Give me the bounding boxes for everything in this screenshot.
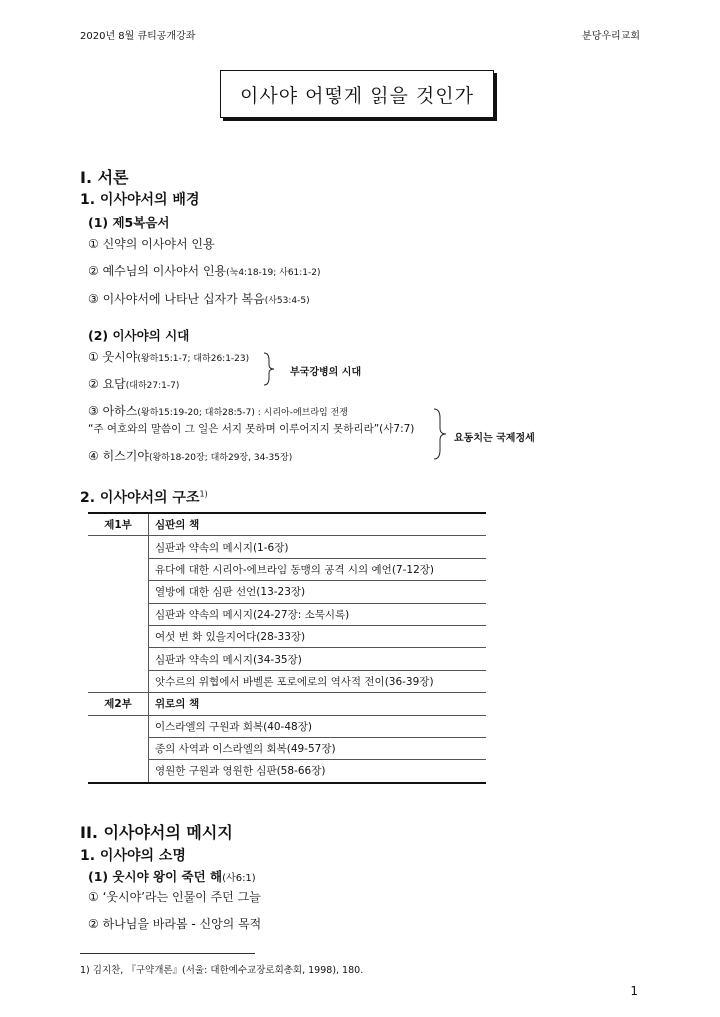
table-row [88,693,486,715]
item-main: ① 웃시야 [88,350,138,364]
table-cell: 종의 사역과 이스라엘의 회복(49-57장) [149,737,487,759]
table-cell: 심판과 약속의 메시지(24-27장: 소묵시록) [149,603,487,625]
item-ref: (왕하15:1-7; 대하26:1-23) [137,354,250,364]
table-row [88,558,486,580]
footnote: 1) 김지찬, 『구약개론』(서울: 대한예수교장로회총회, 1998), 180. [80,965,364,976]
table-row [88,760,486,783]
table-cell: 이스라엘의 구원과 회복(40-48장) [149,715,487,737]
part-label: 제1부 [88,513,149,536]
list-item: ② 하나님을 바라봄 - 신앙의 목적 [88,917,262,931]
table-cell: 유다에 대한 시리아-에브라임 동맹의 공격 시의 예언(7-12장) [149,558,487,580]
part-label: 제2부 [88,693,149,715]
section-1-heading: I. 서론 [80,168,129,187]
heading-text: (1) 웃시야 왕이 죽던 해 [88,869,223,884]
item-main: ③ 이사야서에 나타난 십자가 복음 [88,292,265,306]
item-main: ② 예수님의 이사야서 인용 [88,264,227,278]
table-row [88,536,486,558]
curly-brace-icon [432,408,448,460]
table-row [88,625,486,647]
list-item: ① ‘웃시야’라는 인물이 주던 그늘 [88,890,261,904]
item-main: ③ 아하스 [88,404,138,418]
item-ref: (눅4:18-19; 사61:1-2) [226,268,321,278]
heading-text: 2. 이사야서의 구조 [80,490,200,506]
table-cell: 심판과 약속의 메시지(1-6장) [149,536,487,558]
structure-table [88,512,486,784]
table-row [88,603,486,625]
table-cell: 여섯 번 화 있을지어다(28-33장) [149,625,487,647]
list-item [88,290,310,307]
era-label: 요동치는 국제정세 [454,433,535,444]
list-item [88,348,249,365]
table-cell: 앗수르의 위협에서 바벨론 포로에로의 역사적 전이(36-39장) [149,670,487,692]
part-title: 심판의 책 [149,513,487,536]
section-2-heading: II. 이사야서의 메시지 [80,823,233,842]
table-cell: 열방에 대한 심판 선언(13-23장) [149,581,487,603]
list-item [88,447,292,464]
era-label: 부국강병의 시대 [290,367,362,378]
item-note: : 시리아-에브라임 전쟁 [254,408,348,418]
table-row [88,670,486,692]
table-cell: 영원한 구원과 영원한 심판(58-66장) [149,760,487,783]
header-left: 2020년 8월 큐티공개강좌 [80,31,196,42]
scripture-quote: “주 여호와의 말씀이 그 일은 서지 못하며 이루어지지 못하리라”(사7:7) [88,423,415,435]
section-2-1-heading: 1. 이사야의 소명 [80,848,186,864]
curly-brace-icon [262,352,276,386]
section-1-2-heading [80,487,208,507]
list-item [88,375,179,392]
item-ref: (왕하18-20장; 대하29장, 34-35장) [148,453,293,463]
page-number: 1 [630,984,638,998]
page-title: 이사야 어떻게 읽을 것인가 [220,70,494,118]
list-item [88,402,348,419]
list-item [88,235,215,252]
footnote-divider [80,953,255,954]
item-ref: (대하27:1-7) [125,381,180,391]
section-1-1-heading: 1. 이사야서의 배경 [80,192,200,208]
item-main: ① 신약의 이사야서 인용 [88,237,215,251]
item-ref: (사6:1) [222,873,256,884]
subsection-1-heading: (1) 제5복음서 [88,215,170,230]
item-ref: (왕하15:19-20; 대하28:5-7) [137,408,255,418]
table-row [88,737,486,759]
table-row [88,648,486,670]
table-row [88,513,486,536]
header-right: 분당우리교회 [582,31,640,42]
table-row [88,581,486,603]
table-cell: 심판과 약속의 메시지(34-35장) [149,648,487,670]
item-main: ④ 히스기야 [88,449,149,463]
part-title: 위로의 책 [149,693,487,715]
subsection-heading [88,867,256,885]
item-main: ② 요담 [88,377,126,391]
item-ref: (사53:4-5) [264,296,310,306]
list-item [88,262,321,279]
table-row [88,715,486,737]
subsection-2-heading: (2) 이사야의 시대 [88,328,190,343]
footnote-mark: 1) [199,489,208,499]
